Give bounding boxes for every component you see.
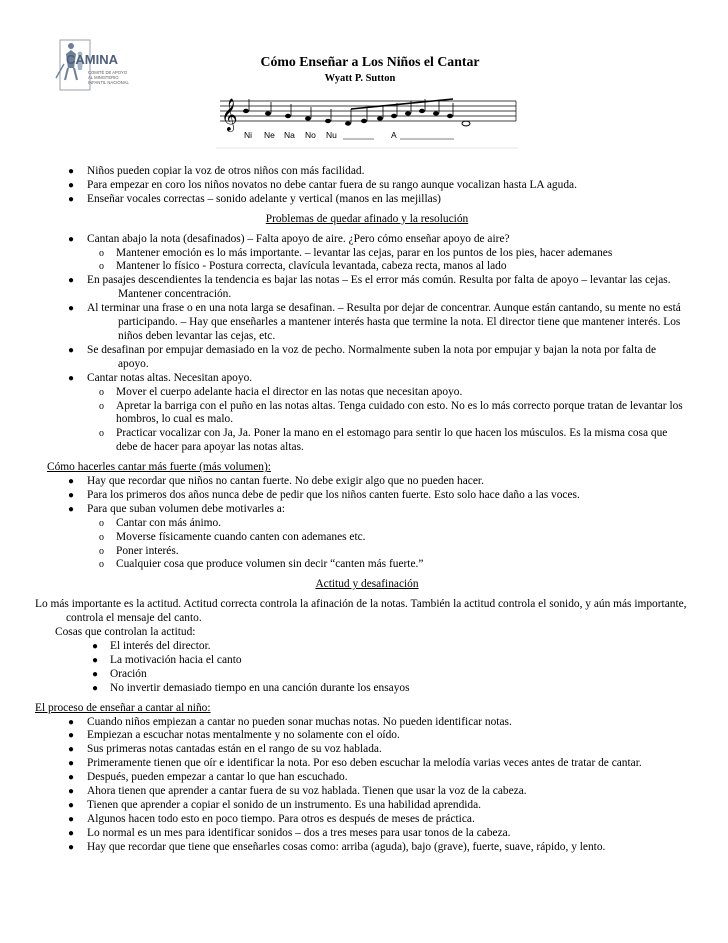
sub-list-item: o Mantener lo físico - Postura correcta, clavícula levantada, cabeza recta, manos al lado [99, 260, 507, 273]
bullet-icon: ● [68, 744, 75, 756]
actitud-list [47, 640, 687, 696]
actitud-subheading: Cosas que controlan la actitud: [55, 626, 196, 639]
sub-list-item: o Mover el cuerpo adelante hacia el director en las notas que necesitan apoyo. [99, 385, 463, 398]
problemas-list [47, 233, 687, 456]
staff-notes [243, 99, 470, 126]
camina-logo [54, 34, 152, 114]
list-item: ● Tienen que aprender a copiar el sonido de un instrumento. Es una habilidad aprendida. [68, 798, 482, 811]
bullet-icon: ● [92, 682, 99, 694]
bullet-icon: ● [68, 476, 75, 488]
bullet-icon: ● [68, 166, 75, 177]
bullet-icon: ● [68, 233, 75, 245]
bullet-icon: ● [68, 827, 75, 839]
logo-line2: AL MINISTERIO [88, 75, 119, 80]
list-item: ● Se desafinan por empujar demasiado en la voz de pecho. Normalmente suben la nota por empujar y bajan la nota por falta de apoyo. [68, 343, 657, 370]
circle-bullet-icon: o [99, 428, 104, 440]
bullet-icon: ● [68, 772, 75, 784]
sub-list-item: o Mantener emoción es lo más importante. – levantar las cejas, parar en los puntos de los pies, hacer ademanes [99, 246, 613, 259]
logo-line3: INFANTIL NACIONAL [88, 80, 129, 85]
actitud-paragraph: Lo más importante es la actitud. Actitud correcta controla la afinación de la notas. También la actitud controla el sonido, y aún más importante, controla el mensaje del canto. [35, 598, 687, 625]
syllable-no: No [305, 130, 316, 140]
page-title: Cómo Enseñar a Los Niños el Cantar [260, 54, 480, 69]
list-item: ● Lo normal es un mes para identificar sonidos – dos a tres meses para usar tonos de la cabeza. [68, 826, 511, 839]
list-item: ● Al terminar una frase o en una nota larga se desafinan. – Resulta por dejar de concentrar. Aunque están cantando, su mente no está participando. – Hay que enseñarles a mantener interés hasta que termine la nota. El director tiene que mantener interés. Los niños deben levantar las cejas, etc. [68, 302, 681, 342]
list-item: ● Enseñar vocales correctas – sonido adelante y vertical (manos en las mejillas) [68, 192, 441, 205]
list-item: ● Hay que recordar que tiene que enseñarles cosas como: arriba (aguda), bajo (grave), fuerte, suave, rápido, y lento. [68, 840, 606, 853]
list-item: ● Algunos hacen todo esto en poco tiempo. Para otros es después de meses de práctica. [68, 812, 475, 825]
bullet-icon: ● [68, 344, 75, 356]
bullet-icon: ● [68, 303, 75, 315]
list-item: ● Ahora tienen que aprender a cantar fuera de su voz hablada. Tienen que usar la voz de la cabeza. [68, 785, 527, 798]
list-item: ● Para los primeros dos años nunca debe de pedir que los niños canten fuerte. Esto solo hace daño a las voces. [68, 488, 580, 501]
circle-bullet-icon: o [99, 400, 104, 412]
bullet-icon: ● [92, 654, 99, 666]
section-heading-problemas: Problemas de quedar afinado y la resolución [265, 212, 469, 225]
syllable-nu: Nu [326, 130, 337, 140]
bullet-icon: ● [68, 813, 75, 825]
intro-list [47, 165, 687, 207]
list-item: ● No invertir demasiado tiempo en una canción durante los ensayos [92, 681, 410, 694]
list-item: ● La motivación hacia el canto [92, 653, 242, 666]
sub-list-item: o Cantar con más ánimo. [99, 516, 222, 529]
list-item: ● Empiezan a escuchar notas mentalmente y no solamente con el oído. [68, 729, 400, 742]
list-item: ● El interés del director. [92, 640, 211, 652]
circle-bullet-icon: o [99, 559, 104, 571]
volumen-list [47, 475, 687, 572]
bullet-icon: ● [68, 758, 75, 770]
list-item: ● Niños pueden copiar la voz de otros niños con más facilidad. [68, 165, 365, 177]
circle-bullet-icon: o [99, 545, 104, 557]
list-item: ● En pasajes descendientes la tendencia es bajar las notas – Es el error más común. Resulta por falta de apoyo – levantar las cejas. Mantener concentración. [68, 274, 671, 301]
circle-bullet-icon: o [99, 261, 104, 273]
bullet-icon: ● [92, 641, 99, 652]
syllable-na: Na [284, 130, 295, 140]
circle-bullet-icon: o [99, 247, 104, 259]
list-item: ● Para que suban volumen debe motivarles a: [68, 502, 286, 515]
bullet-icon: ● [68, 730, 75, 742]
author: Wyatt P. Sutton [324, 73, 396, 84]
list-item: ● Para empezar en coro los niños novatos no debe cantar fuera de su rango aunque vocalizan hasta LA aguda. [68, 178, 577, 191]
sub-list-item: o Practicar vocalizar con Ja, Ja. Poner la mano en el estomago para sentir lo que hacen los músculos. Es la misma cosa que debe de hacer para apoyar las notas altas. [99, 427, 668, 454]
sub-list-item: o Cualquier cosa que produce volumen sin decir “canten más fuerte.” [99, 558, 424, 571]
bullet-icon: ● [68, 799, 75, 811]
document-body [35, 165, 687, 855]
syllable-ni: Ni [244, 130, 253, 140]
circle-bullet-icon: o [99, 531, 104, 543]
list-item: ● Cantar notas altas. Necesitan apoyo. [68, 371, 253, 384]
section-heading-volumen: Cómo hacerles cantar más fuerte (más volumen): [47, 461, 271, 474]
list-item: ● Hay que recordar que niños no cantan fuerte. No debe exigir algo que no pueden hacer. [68, 475, 484, 488]
treble-clef-icon: 𝄞 [221, 100, 238, 131]
section-heading-proceso: El proceso de enseñar a cantar al niño: [35, 701, 211, 714]
list-item: ● Sus primeras notas cantadas están en el rango de su voz hablada. [68, 743, 382, 756]
bullet-icon: ● [92, 668, 99, 680]
list-item: ● Cantan abajo la nota (desafinados) – Falta apoyo de aire. ¿Pero cómo enseñar apoyo de aire? [68, 232, 510, 245]
syllable-a: A [391, 130, 397, 140]
list-item: ● Cuando niños empiezan a cantar no pueden sonar muchas notas. No pueden identificar notas. [68, 715, 512, 728]
bullet-icon: ● [68, 275, 75, 287]
circle-bullet-icon: o [99, 517, 104, 529]
list-item: ● Primeramente tienen que oír e identificar la nota. Por eso deben escuchar la melodía varias veces antes de tratar de cantar. [68, 757, 642, 770]
bullet-icon: ● [68, 193, 75, 205]
bullet-icon: ● [68, 503, 75, 515]
circle-bullet-icon: o [99, 386, 104, 398]
sub-list-item: o Apretar la barriga con el puño en las notas altas. Tenga cuidado con esto. No es lo más correcto porque tratan de levantar los hombros, lo cual es malo. [99, 399, 683, 426]
bullet-icon: ● [68, 489, 75, 501]
list-item: ● Después, pueden empezar a cantar lo que han escuchado. [68, 771, 348, 784]
bullet-icon: ● [68, 786, 75, 798]
bullet-icon: ● [68, 841, 75, 853]
bullet-icon: ● [68, 179, 75, 191]
section-heading-actitud: Actitud y desafinación [315, 578, 419, 591]
sub-list-item: o Moverse físicamente cuando canten con ademanes etc. [99, 530, 366, 543]
proceso-list [47, 716, 687, 855]
bullet-icon: ● [68, 716, 75, 728]
syllable-ne: Ne [264, 130, 275, 140]
music-staff [216, 95, 518, 151]
logo-line1: COMITÉ DE APOYO [88, 70, 128, 75]
sub-list-item: o Poner interés. [99, 544, 179, 557]
list-item: ● Oración [92, 667, 147, 680]
bullet-icon: ● [68, 372, 75, 384]
logo-name: CAMINA [66, 52, 118, 67]
